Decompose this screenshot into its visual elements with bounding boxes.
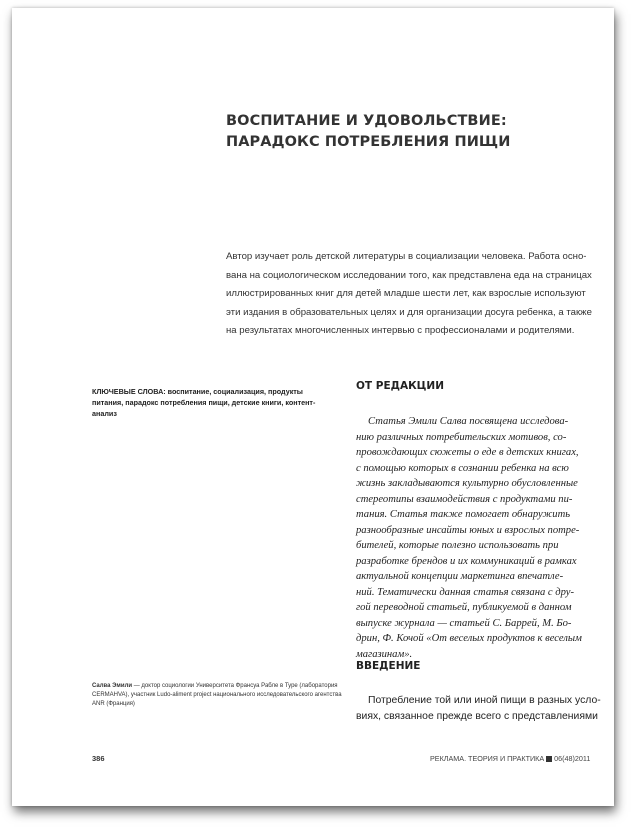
journal-name: РЕКЛАМА. ТЕОРИЯ И ПРАКТИКА [430, 754, 545, 763]
editorial-line: дрин, Ф. Кочой «От веселых продуктов к веселым [356, 633, 582, 644]
article-abstract [226, 248, 606, 341]
editorial-text [356, 414, 606, 662]
page-number: 386 [92, 754, 105, 763]
editorial-line: нию различных потребительских мотивов, со- [356, 431, 567, 443]
abstract-line: эти издания в образовательных целях и для организации досуга ребенка, а также [226, 306, 592, 318]
editorial-line: стереотипы взаимодействия с продуктами пи- [356, 493, 573, 505]
title-line: ПАРАДОКС ПОТРЕБЛЕНИЯ ПИЩИ [226, 134, 511, 150]
editorial-line: Статья Эмили Салва посвящена исследова- [368, 416, 569, 427]
abstract-line: на результатах многочисленных интервью с профессионалами и родителями. [226, 325, 575, 336]
keywords-line: питания, парадокс потребления пищи, детские книги, контент- [92, 398, 316, 407]
article-title [226, 111, 586, 153]
editorial-line: провождающих сюжеты о еде в детских книгах, [356, 447, 579, 458]
editorial-line: магазинам». [356, 648, 413, 660]
keywords-block [92, 386, 342, 419]
editorial-line: выпуске журнала — статьей С. Баррей, М. Бо- [356, 617, 572, 629]
editorial-line: актуальной концепции маркетинга впечатле- [356, 571, 564, 582]
intro-text [356, 693, 606, 724]
keywords-line: анализ [92, 409, 117, 418]
intro-line: Потребление той или иной пищи в разных усло- [368, 695, 601, 706]
abstract-line: иллюстрированных книг для детей младше шести лет, как взрослые используют [226, 288, 586, 299]
author-name: Салва Эмили [92, 683, 133, 689]
intro-heading: ВВЕДЕНИЕ [356, 660, 421, 672]
editorial-heading: ОТ РЕДАКЦИИ [356, 380, 444, 392]
editorial-line: жизнь закладываются культурно обусловленные [356, 478, 578, 489]
editorial-line: бителей, которые полезно использовать при [356, 540, 559, 551]
title-line: ВОСПИТАНИЕ И УДОВОЛЬСТВИЕ: [226, 113, 507, 129]
author-note [92, 682, 352, 709]
abstract-line: вана на социологическом исследовании того, как представлена еда на страницах [226, 269, 592, 281]
author-line [92, 682, 352, 691]
journal-page [12, 8, 614, 806]
author-line: CERMAHVA), участник Ludo-aliment project национального исследовательского агентства [92, 692, 342, 698]
editorial-line: тания. Статья также помогает обнаружить [356, 509, 571, 520]
author-affiliation: — доктор социологии Университета Франсуа Рабле в Туре (лаборатория [132, 683, 338, 689]
keywords-line: КЛЮЧЕВЫЕ СЛОВА: воспитание, социализация, продукты [92, 387, 303, 396]
square-separator-icon [546, 756, 552, 762]
editorial-line: с помощью которых в сознании ребенка на всю [356, 462, 569, 474]
running-footer [430, 754, 590, 763]
editorial-line: ний. Тематически данная статья связана с дру- [356, 586, 574, 598]
issue-number: 06(48)2011 [554, 754, 591, 763]
author-line: ANR (Франция) [92, 701, 135, 707]
editorial-line: разнообразные инсайты юных и взрослых потре- [356, 524, 580, 536]
intro-line: виях, связанное прежде всего с представлениями [356, 710, 598, 722]
editorial-line: разработке брендов и их коммуникаций в рамках [356, 555, 577, 567]
abstract-line: Автор изучает роль детской литературы в социализации человека. Работа осно- [226, 251, 587, 262]
editorial-line: гой переводной статьей, публикуемой в данном [356, 602, 572, 613]
